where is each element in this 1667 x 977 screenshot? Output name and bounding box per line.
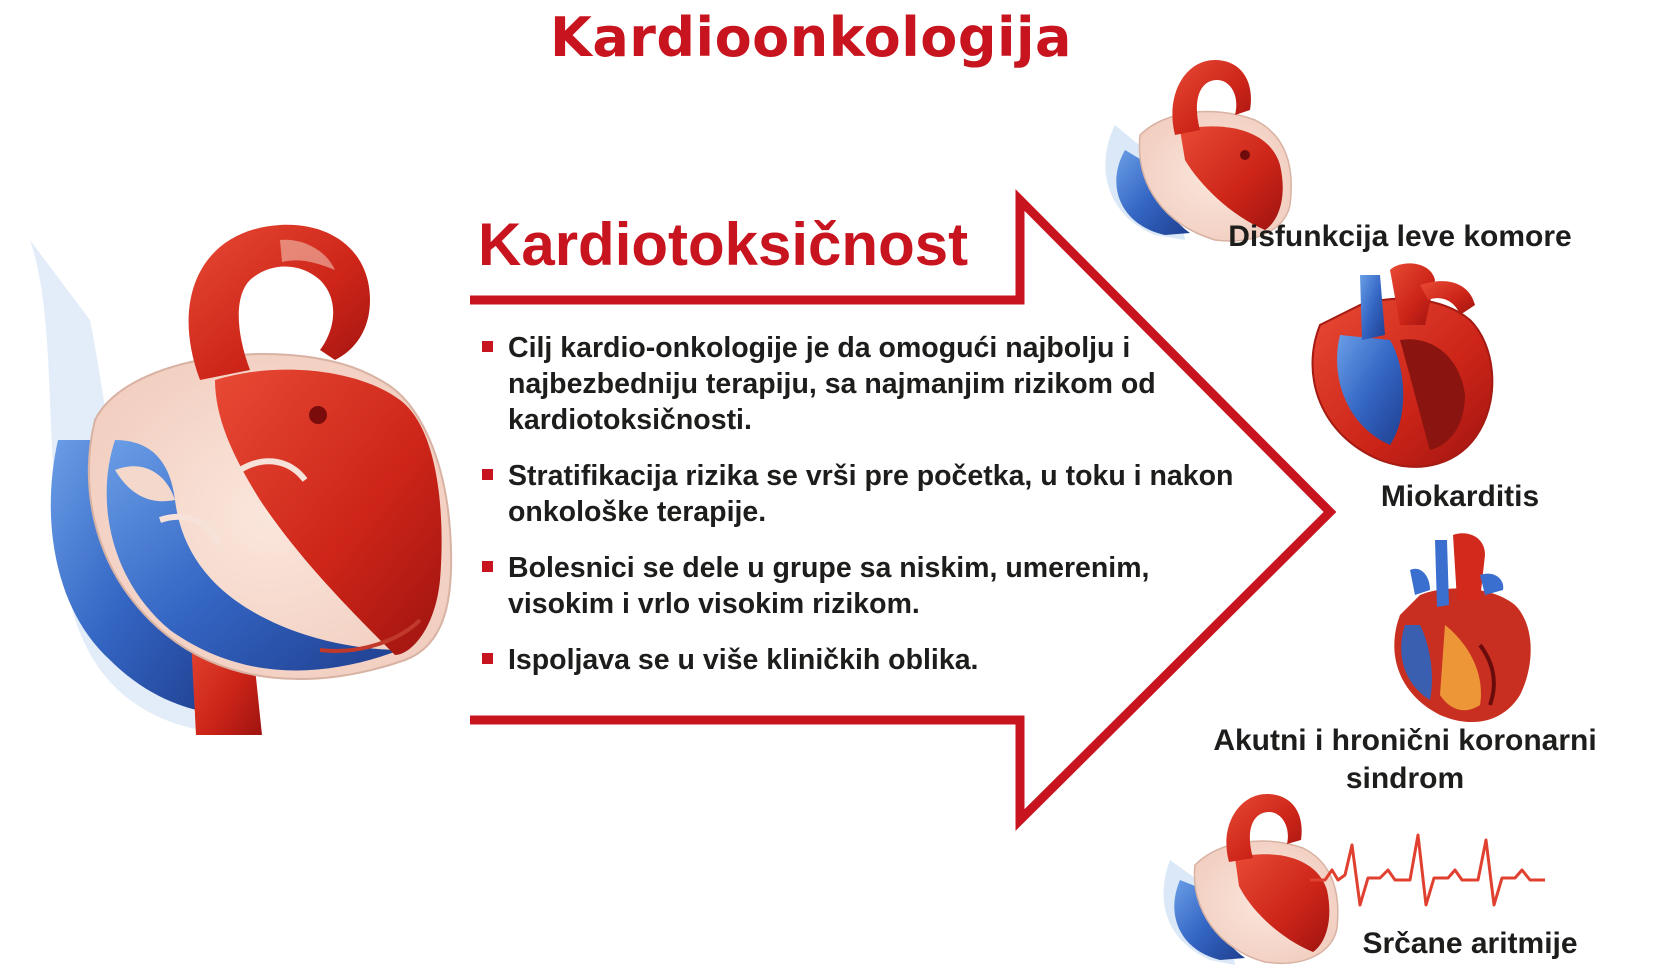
bullet-item [482, 458, 1242, 530]
bullet-list [482, 330, 1242, 698]
ecg-line-icon [1310, 835, 1545, 905]
large-heart-illustration [30, 225, 451, 735]
bullet-text: Bolesnici se dele u grupe sa niskim, umerenim, visokim i vrlo visokim rizikom. [508, 552, 1150, 620]
bullet-item [482, 642, 1242, 678]
bullet-item [482, 330, 1242, 438]
heart-anatomy-icon [1313, 263, 1493, 466]
outcome-label-myocarditis: Miokarditis [1380, 480, 1540, 513]
section-title: Kardiotoksičnost [478, 211, 969, 278]
bullet-text: Ispoljava se u više kliničkih oblika. [508, 644, 979, 676]
coronary-heart-icon [1394, 533, 1530, 722]
bullet-square-icon [482, 653, 493, 664]
outcome-label-arrhythmias: Srčane aritmije [1362, 927, 1578, 960]
bullet-item [482, 550, 1242, 622]
bullet-text: Cilj kardio-onkologije je da omogući najbolju i najbezbedniju terapiju, sa najmanjim rizikom od kardiotoksičnosti. [508, 332, 1156, 436]
page-title-text: Kardioonkologija [549, 6, 1072, 69]
outcome-label-coronary-syndrome: Akutni i hronični koronarni sindrom [1213, 724, 1597, 795]
bullet-square-icon [482, 341, 493, 352]
bullet-text: Stratifikacija rizika se vrši pre početka, u toku i nakon onkološke terapije. [508, 460, 1234, 528]
heart-icon [1105, 60, 1291, 241]
outcome-label-lv-dysfunction: Disfunkcija leve komore [1228, 220, 1572, 253]
page-title [0, 6, 1640, 69]
bullet-square-icon [482, 561, 493, 572]
bullet-square-icon [482, 469, 493, 480]
